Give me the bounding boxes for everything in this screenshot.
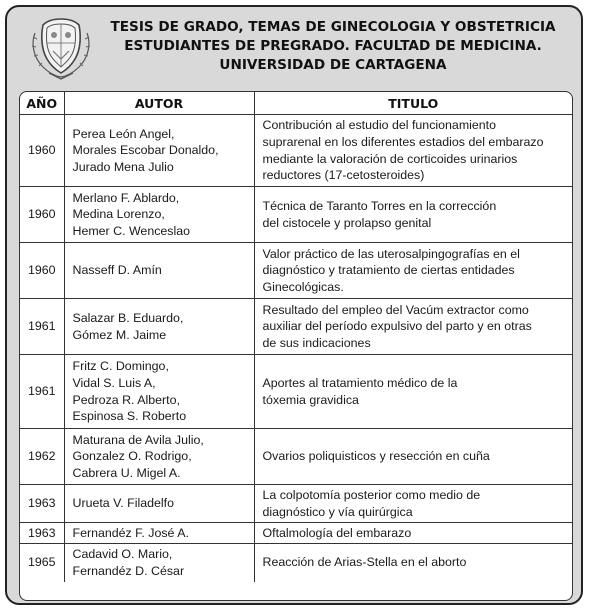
titulo-line: Valor práctico de las uterosalpingografías en el [262, 246, 520, 261]
autor-line: Espinosa S. Roberto [72, 409, 187, 424]
autor-line: Jurado Mena Julio [72, 159, 174, 174]
titulo-line: Técnica de Taranto Torres en la corrección [262, 198, 497, 213]
autor-cell [64, 243, 254, 299]
titulo-line: Oftalmología del embarazo [262, 525, 412, 540]
titulo-line: reductores (17-cetosteroides) [262, 168, 425, 183]
autor-line: Hemer C. Wenceslao [72, 223, 191, 238]
titulo-cell [254, 523, 572, 544]
year-cell: 1960 [20, 115, 64, 187]
autor-line: Cadavid O. Mario, [72, 547, 173, 562]
year-cell: 1960 [20, 187, 64, 243]
titulo-cell [254, 243, 572, 299]
table-row [20, 429, 572, 485]
titulo-line: del cistocele y prolapso genital [262, 215, 432, 230]
column-header-titulo: TITULO [254, 92, 572, 115]
table-header-row [20, 92, 572, 115]
autor-cell [64, 429, 254, 485]
titulo-line: suprarenal en los diferentes estadios del embarazo [262, 134, 544, 149]
table-row [20, 355, 572, 429]
table-row [20, 243, 572, 299]
titulo-cell [254, 544, 572, 582]
titulo-cell [254, 485, 572, 523]
titulo-line: Ovarios poliquisticos y resección en cuña [262, 449, 490, 464]
autor-line: Nasseff D. Amín [72, 263, 162, 278]
titulo-cell [254, 115, 572, 187]
autor-line: Medina Lorenzo, [72, 207, 165, 222]
autor-line: Morales Escobar Donaldo, [72, 143, 219, 158]
titulo-line: mediante la valoración de corticoides urinarios [262, 151, 518, 166]
autor-line: Fernandéz F. José A. [72, 525, 189, 540]
header-title-line1: TESIS DE GRADO, TEMAS DE GINECOLOGIA Y OBSTETRICIA [110, 19, 556, 35]
autor-cell [64, 544, 254, 582]
column-header-year: AÑO [20, 92, 64, 115]
autor-line: Gonzalez O. Rodrigo, [72, 449, 192, 464]
table-row [20, 523, 572, 544]
document-header [99, 18, 567, 75]
titulo-line: Resultado del empleo del Vacúm extractor como [262, 302, 529, 317]
autor-cell [64, 523, 254, 544]
titulo-line: auxiliar del período expulsivo del parto y en otras [262, 319, 532, 334]
titulo-line: tóxemia gravidica [262, 392, 359, 407]
titulo-line: Aportes al tratamiento médico de la [262, 375, 458, 390]
table-row [20, 544, 572, 582]
titulo-line: diagnóstico y vía quirúrgica [262, 504, 413, 519]
thesis-table [20, 92, 572, 582]
autor-cell [64, 355, 254, 429]
table-row [20, 115, 572, 187]
autor-line: Urueta V. Filadelfo [72, 496, 174, 511]
table-row [20, 485, 572, 523]
year-cell: 1963 [20, 523, 64, 544]
titulo-line: La colpotomía posterior como medio de [262, 487, 481, 502]
titulo-cell [254, 187, 572, 243]
titulo-cell [254, 355, 572, 429]
titulo-cell [254, 299, 572, 355]
column-header-autor: AUTOR [64, 92, 254, 115]
autor-cell [64, 485, 254, 523]
autor-line: Perea León Angel, [72, 126, 175, 141]
table-row [20, 299, 572, 355]
university-seal-icon [29, 15, 93, 81]
autor-line: Fritz C. Domingo, [72, 359, 169, 374]
table-row [20, 187, 572, 243]
header-title-line2: ESTUDIANTES DE PREGRADO. FACULTAD DE MEDICINA. [124, 38, 542, 54]
titulo-line: diagnóstico y tratamiento de ciertas entidades [262, 263, 515, 278]
year-cell: 1961 [20, 355, 64, 429]
autor-line: Maturana de Avila Julio, [72, 432, 204, 447]
autor-line: Pedroza R. Alberto, [72, 392, 180, 407]
year-cell: 1963 [20, 485, 64, 523]
autor-line: Fernandéz D. César [72, 563, 185, 578]
header-title-line3: UNIVERSIDAD DE CARTAGENA [219, 57, 447, 73]
titulo-line: Ginecológicas. [262, 279, 344, 294]
thesis-table-container [19, 91, 573, 601]
autor-line: Cabrera U. Migel A. [72, 465, 181, 480]
autor-line: Gómez M. Jaime [72, 327, 167, 342]
year-cell: 1965 [20, 544, 64, 582]
autor-cell [64, 115, 254, 187]
titulo-line: Contribución al estudio del funcionamiento [262, 118, 497, 133]
year-cell: 1961 [20, 299, 64, 355]
year-cell: 1960 [20, 243, 64, 299]
autor-line: Salazar B. Eduardo, [72, 310, 184, 325]
autor-line: Merlano F. Ablardo, [72, 190, 180, 205]
titulo-line: Reacción de Arias-Stella en el aborto [262, 555, 467, 570]
autor-line: Vidal S. Luis A, [72, 375, 156, 390]
autor-cell [64, 299, 254, 355]
titulo-line: de sus indicaciones [262, 335, 371, 350]
autor-cell [64, 187, 254, 243]
year-cell: 1962 [20, 429, 64, 485]
document-panel [5, 5, 583, 605]
titulo-cell [254, 429, 572, 485]
